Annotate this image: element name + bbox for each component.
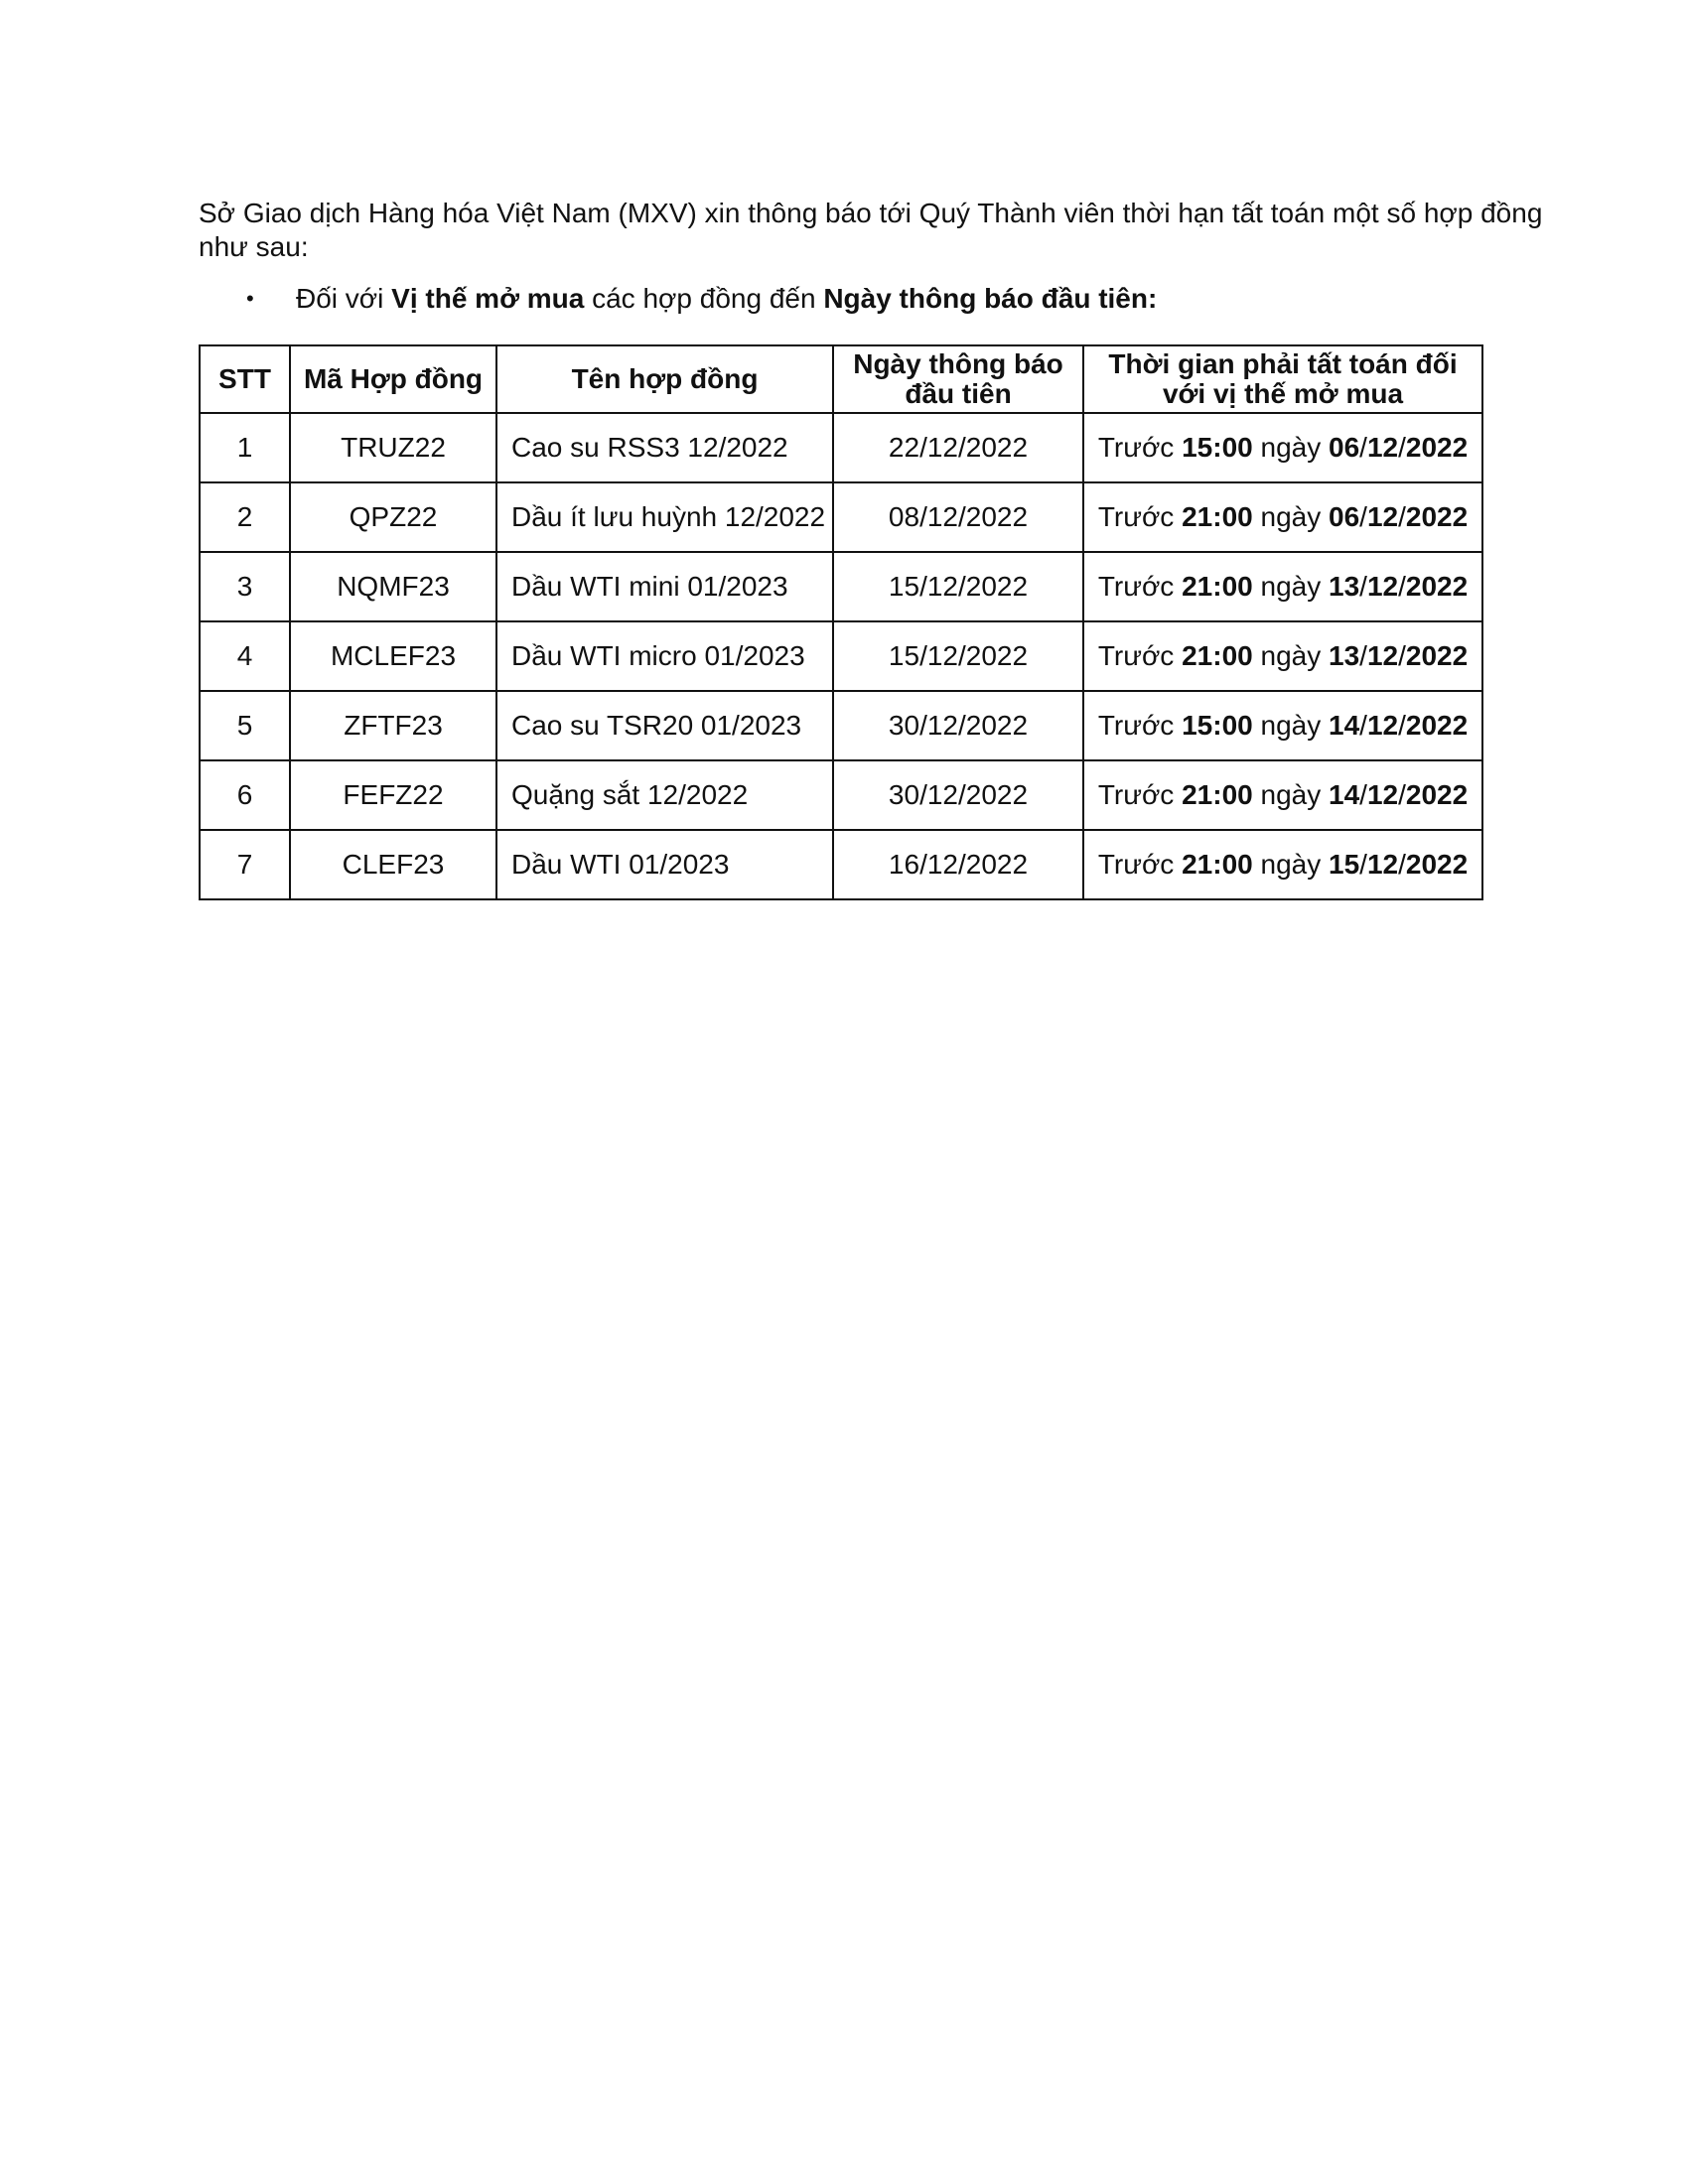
deadline-date-sep: / — [1398, 779, 1406, 810]
deadline-date-month: 12 — [1366, 779, 1399, 810]
cell-deadline — [1083, 552, 1482, 621]
deadline-date-month: 12 — [1366, 849, 1399, 880]
cell-first-notice: 16/12/2022 — [833, 830, 1083, 899]
deadline-date-year: 2022 — [1405, 640, 1469, 671]
deadline-date-year: 2022 — [1405, 779, 1469, 810]
deadline-date-day: 06 — [1329, 501, 1360, 532]
cell-first-notice: 30/12/2022 — [833, 691, 1083, 760]
deadline-date-sep: / — [1398, 710, 1406, 741]
deadline-day-word: ngày — [1252, 779, 1329, 810]
deadline-date-sep: / — [1359, 432, 1367, 463]
deadline-date-sep: / — [1398, 501, 1406, 532]
bullet-part-2: Vị thế mở mua — [391, 283, 585, 314]
cell-first-notice: 15/12/2022 — [833, 621, 1083, 691]
deadline-date-month: 12 — [1366, 710, 1399, 741]
cell-name: Dầu WTI 01/2023 — [496, 830, 833, 899]
cell-name: Dầu WTI micro 01/2023 — [496, 621, 833, 691]
table-row — [200, 413, 1482, 482]
deadline-time: 21:00 — [1182, 779, 1253, 810]
cell-code: CLEF23 — [290, 830, 496, 899]
bullet-text — [296, 283, 1157, 314]
table-row — [200, 552, 1482, 621]
table-row — [200, 482, 1482, 552]
deadline-time: 21:00 — [1182, 849, 1253, 880]
deadline-date-sep: / — [1359, 501, 1367, 532]
cell-first-notice: 08/12/2022 — [833, 482, 1083, 552]
header-code: Mã Hợp đồng — [290, 345, 496, 413]
deadline-date-month: 12 — [1366, 571, 1399, 602]
deadline-date-month: 12 — [1366, 640, 1399, 671]
deadline-time: 15:00 — [1182, 710, 1253, 741]
bullet-part-3: các hợp đồng đến — [584, 283, 824, 314]
deadline-day-word: ngày — [1252, 849, 1329, 880]
deadline-before: Trước — [1097, 432, 1183, 463]
cell-stt: 6 — [200, 760, 290, 830]
deadline-time: 15:00 — [1182, 432, 1253, 463]
deadline-date-sep: / — [1398, 571, 1406, 602]
deadline-date-year: 2022 — [1405, 432, 1469, 463]
table-header-row — [200, 345, 1482, 413]
cell-deadline — [1083, 482, 1482, 552]
deadline-day-word: ngày — [1252, 571, 1329, 602]
cell-code: ZFTF23 — [290, 691, 496, 760]
deadline-date-day: 14 — [1329, 779, 1360, 810]
table-row — [200, 760, 1482, 830]
contracts-table — [199, 344, 1483, 900]
cell-first-notice: 22/12/2022 — [833, 413, 1083, 482]
deadline-date-sep: / — [1359, 571, 1367, 602]
cell-first-notice: 15/12/2022 — [833, 552, 1083, 621]
cell-code: TRUZ22 — [290, 413, 496, 482]
deadline-date-sep: / — [1398, 432, 1406, 463]
bullet-part-1: Đối với — [296, 283, 392, 314]
deadline-date-day: 13 — [1329, 571, 1360, 602]
deadline-before: Trước — [1097, 640, 1183, 671]
header-stt: STT — [200, 345, 290, 413]
header-name: Tên hợp đồng — [496, 345, 833, 413]
cell-name: Dầu WTI mini 01/2023 — [496, 552, 833, 621]
deadline-before: Trước — [1097, 571, 1183, 602]
deadline-before: Trước — [1097, 779, 1183, 810]
cell-stt: 5 — [200, 691, 290, 760]
deadline-day-word: ngày — [1252, 501, 1329, 532]
bullet-dot-icon: • — [246, 286, 254, 311]
deadline-before: Trước — [1097, 501, 1183, 532]
intro-paragraph: Sở Giao dịch Hàng hóa Việt Nam (MXV) xin thông báo tới Quý Thành viên thời hạn tất toán một số hợp đồng như sau: — [199, 198, 1543, 262]
cell-code: MCLEF23 — [290, 621, 496, 691]
cell-stt: 4 — [200, 621, 290, 691]
cell-code: NQMF23 — [290, 552, 496, 621]
cell-stt: 2 — [200, 482, 290, 552]
deadline-before: Trước — [1097, 849, 1183, 880]
deadline-time: 21:00 — [1182, 501, 1253, 532]
cell-deadline — [1083, 830, 1482, 899]
cell-name: Cao su RSS3 12/2022 — [496, 413, 833, 482]
table-row — [200, 691, 1482, 760]
cell-first-notice: 30/12/2022 — [833, 760, 1083, 830]
cell-deadline — [1083, 413, 1482, 482]
bullet-part-4: Ngày thông báo đầu tiên: — [823, 283, 1158, 314]
deadline-date-sep: / — [1398, 849, 1406, 880]
deadline-date-year: 2022 — [1405, 710, 1469, 741]
deadline-day-word: ngày — [1252, 432, 1329, 463]
cell-code: QPZ22 — [290, 482, 496, 552]
deadline-date-sep: / — [1359, 710, 1367, 741]
table-row — [200, 621, 1482, 691]
cell-name: Cao su TSR20 01/2023 — [496, 691, 833, 760]
deadline-day-word: ngày — [1252, 640, 1329, 671]
header-first-notice: Ngày thông báo đầu tiên — [833, 345, 1083, 413]
cell-name: Quặng sắt 12/2022 — [496, 760, 833, 830]
deadline-date-sep: / — [1359, 779, 1367, 810]
deadline-date-month: 12 — [1366, 432, 1399, 463]
cell-deadline — [1083, 760, 1482, 830]
cell-deadline — [1083, 621, 1482, 691]
deadline-day-word: ngày — [1252, 710, 1329, 741]
cell-stt: 7 — [200, 830, 290, 899]
deadline-time: 21:00 — [1182, 571, 1253, 602]
deadline-date-sep: / — [1359, 640, 1367, 671]
deadline-date-day: 14 — [1329, 710, 1360, 741]
cell-stt: 3 — [200, 552, 290, 621]
deadline-date-month: 12 — [1366, 501, 1399, 532]
cell-deadline — [1083, 691, 1482, 760]
deadline-date-year: 2022 — [1405, 571, 1469, 602]
deadline-date-day: 15 — [1329, 849, 1360, 880]
deadline-date-year: 2022 — [1405, 849, 1469, 880]
deadline-date-day: 13 — [1329, 640, 1360, 671]
deadline-date-sep: / — [1359, 849, 1367, 880]
deadline-before: Trước — [1097, 710, 1183, 741]
deadline-date-year: 2022 — [1405, 501, 1469, 532]
cell-code: FEFZ22 — [290, 760, 496, 830]
table-row — [200, 830, 1482, 899]
cell-stt: 1 — [200, 413, 290, 482]
deadline-time: 21:00 — [1182, 640, 1253, 671]
deadline-date-day: 06 — [1329, 432, 1360, 463]
bullet-item — [199, 282, 1489, 316]
cell-name: Dầu ít lưu huỳnh 12/2022 — [496, 482, 833, 552]
deadline-date-sep: / — [1398, 640, 1406, 671]
header-deadline: Thời gian phải tất toán đối với vị thế mở mua — [1083, 345, 1482, 413]
